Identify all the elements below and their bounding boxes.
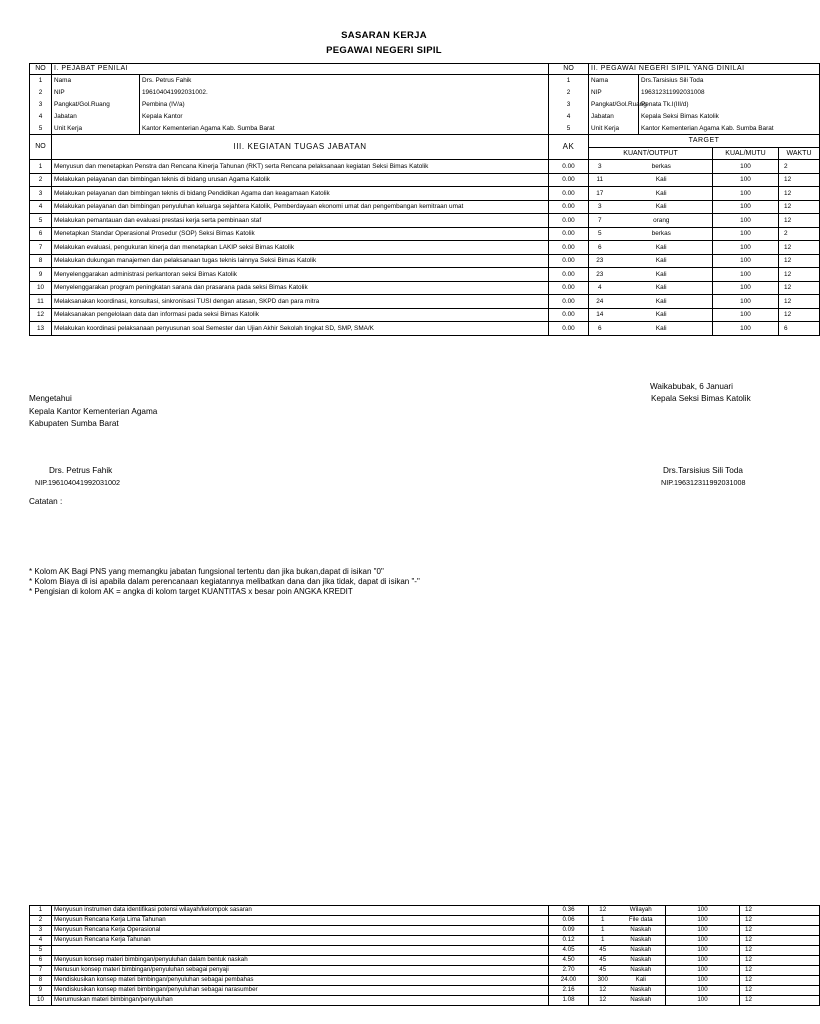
official-field-label: NIP <box>52 87 140 99</box>
task-quantity: 3 <box>589 160 611 174</box>
task-no: 5 <box>30 214 52 228</box>
second-time: 12 <box>740 926 820 936</box>
left-signatory-role: Kepala Kantor Kementerian Agama <box>29 407 158 416</box>
officials-no-header: NO <box>30 64 52 75</box>
task-time: 12 <box>779 214 820 228</box>
second-no: 8 <box>30 976 52 986</box>
task-quality: 100 <box>713 173 779 187</box>
official-field-label: Nama <box>52 75 140 87</box>
task-activity: Menyusun dan menetapkan Penstra dan Rencana Kinerja Tahunan (RKT) serta Rencana pelaksanaan kegiatan Seksi Bimas Katolik <box>52 160 549 174</box>
task-no: 2 <box>30 173 52 187</box>
left-signatory-name: Drs. Petrus Fahik <box>49 466 113 475</box>
second-quantity: 45 <box>589 956 617 966</box>
task-quality: 100 <box>713 281 779 295</box>
second-no: 1 <box>30 906 52 916</box>
official-field-label-right: NIP <box>589 87 639 99</box>
officials-no-header-right: NO <box>549 64 589 75</box>
second-time: 12 <box>740 996 820 1006</box>
second-activity: Menyusun Rencana Kerja Operasional <box>52 926 549 936</box>
second-unit: Naskah <box>617 966 666 976</box>
second-quality: 100 <box>666 926 740 936</box>
task-unit: Kali <box>611 187 713 201</box>
task-unit: Kali <box>611 200 713 214</box>
second-quality: 100 <box>666 976 740 986</box>
right-signatory-name: Drs.Tarsisius Sili Toda <box>663 466 743 475</box>
task-unit: Kali <box>611 173 713 187</box>
second-time: 12 <box>740 916 820 926</box>
task-row <box>30 281 820 295</box>
official-right-value: Penata Tk.I(III/d) <box>639 99 820 111</box>
second-unit: Wilayah <box>617 906 666 916</box>
second-quality: 100 <box>666 996 740 1006</box>
second-time: 12 <box>740 936 820 946</box>
official-no-right: 5 <box>549 123 589 135</box>
official-no: 5 <box>30 123 52 135</box>
tasks-waktu-header: WAKTU <box>779 148 820 160</box>
second-ak: 4.05 <box>549 946 589 956</box>
task-quantity: 17 <box>589 187 611 201</box>
task-no: 1 <box>30 160 52 174</box>
official-left-value: Kepala Kantor <box>140 111 549 123</box>
second-time: 12 <box>740 906 820 916</box>
second-ak: 0.12 <box>549 936 589 946</box>
second-no: 2 <box>30 916 52 926</box>
official-field-label-right: Unit Kerja <box>589 123 639 135</box>
second-no: 5 <box>30 946 52 956</box>
second-activity <box>52 946 549 956</box>
task-row <box>30 227 820 241</box>
tasks-target-header: TARGET <box>589 135 820 148</box>
second-no: 4 <box>30 936 52 946</box>
official-right-value: Kepala Seksi Bimas Katolik <box>639 111 820 123</box>
task-no: 11 <box>30 295 52 309</box>
task-activity: Melakukan pelayanan dan bimbingan teknis di bidang urusan Agama Katolik <box>52 173 549 187</box>
acknowledgement-label: Mengetahui <box>29 394 72 403</box>
left-signatory-nip: NIP.196104041992031002 <box>35 478 121 487</box>
tasks-activity-header: III. KEGIATAN TUGAS JABATAN <box>52 135 549 160</box>
second-quantity: 12 <box>589 906 617 916</box>
task-row <box>30 187 820 201</box>
task-time: 12 <box>779 173 820 187</box>
task-time: 2 <box>779 227 820 241</box>
document-subtitle: PEGAWAI NEGERI SIPIL <box>326 45 442 56</box>
task-row <box>30 295 820 309</box>
task-activity: Melaksanakan koordinasi, konsultasi, sinkronisasi TUSI dengan atasan, SKPD dan para mitra <box>52 295 549 309</box>
task-time: 12 <box>779 308 820 322</box>
second-table-row <box>30 916 820 926</box>
task-row <box>30 241 820 255</box>
official-right-value: Drs.Tarsisius Sili Toda <box>639 75 820 87</box>
second-activity: Menyusun Rencana Kerja Lima Tahunan <box>52 916 549 926</box>
official-field-label: Unit Kerja <box>52 123 140 135</box>
task-unit: berkas <box>611 227 713 241</box>
second-no: 7 <box>30 966 52 976</box>
task-ak: 0.00 <box>549 160 589 174</box>
task-unit: Kali <box>611 322 713 336</box>
place-date: Waikabubak, 6 Januari <box>650 382 733 391</box>
second-table-row <box>30 956 820 966</box>
second-table-row <box>30 976 820 986</box>
task-row <box>30 200 820 214</box>
task-activity: Melaksanakan pengelolaan data dan informasi pada seksi Bimas Katolik <box>52 308 549 322</box>
task-quality: 100 <box>713 200 779 214</box>
task-ak: 0.00 <box>549 254 589 268</box>
second-ak: 1.08 <box>549 996 589 1006</box>
task-activity: Melakukan pelayanan dan bimbingan penyuluhan keluarga sejahtera Katolik, Pemberdayaan ekonomi umat dan pengembangan kemitraan umat <box>52 200 549 214</box>
task-activity: Menyelenggarakan administrasi perkantoran seksi Bimas Katolik <box>52 268 549 282</box>
task-quantity: 11 <box>589 173 611 187</box>
second-activity: Mendiskusikan konsep materi bimbingan/penyuluhan sebagai narasumber <box>52 986 549 996</box>
task-unit: berkas <box>611 160 713 174</box>
official-field-label: Pangkat/Gol.Ruang <box>52 99 140 111</box>
second-quantity: 12 <box>589 996 617 1006</box>
second-table-row <box>30 926 820 936</box>
task-ak: 0.00 <box>549 322 589 336</box>
official-no-right: 2 <box>549 87 589 99</box>
second-quality: 100 <box>666 946 740 956</box>
second-ak: 0.06 <box>549 916 589 926</box>
official-left-value: Pembina (IV/a) <box>140 99 549 111</box>
second-activity: Merumuskan materi bimbingan/penyuluhan <box>52 996 549 1006</box>
second-no: 6 <box>30 956 52 966</box>
second-unit: Naskah <box>617 996 666 1006</box>
second-quality: 100 <box>666 956 740 966</box>
second-table-row <box>30 996 820 1006</box>
notes-label: Catatan : <box>29 497 63 506</box>
second-time: 12 <box>740 946 820 956</box>
second-unit: File data <box>617 916 666 926</box>
second-ak: 4.50 <box>549 956 589 966</box>
second-table-wrapper <box>29 905 768 1024</box>
task-no: 8 <box>30 254 52 268</box>
task-time: 12 <box>779 241 820 255</box>
right-signatory-nip: NIP.196312311992031008 <box>661 478 746 487</box>
task-quantity: 23 <box>589 268 611 282</box>
official-no: 1 <box>30 75 52 87</box>
second-ak: 24.00 <box>549 976 589 986</box>
task-ak: 0.00 <box>549 173 589 187</box>
second-activity: Menusun konsep materi bimbingan/penyuluhan sebagai penyaji <box>52 966 549 976</box>
task-time: 2 <box>779 160 820 174</box>
second-unit: Naskah <box>617 986 666 996</box>
task-ak: 0.00 <box>549 214 589 228</box>
task-row <box>30 268 820 282</box>
task-ak: 0.00 <box>549 295 589 309</box>
second-quality: 100 <box>666 906 740 916</box>
task-activity: Melakukan evaluasi, pengukuran kinerja dan menetapkan LAKIP seksi Bimas Katolik <box>52 241 549 255</box>
officials-row <box>30 99 820 111</box>
second-quality: 100 <box>666 986 740 996</box>
official-left-value: Drs. Petrus Fahik <box>140 75 549 87</box>
task-no: 12 <box>30 308 52 322</box>
officials-row <box>30 87 820 99</box>
note-2: * Kolom Biaya di isi apabila dalam perencanaan kegiatannya melibatkan dana dan jika tidak, dapat di isikan "-" <box>29 577 420 586</box>
second-quantity: 45 <box>589 966 617 976</box>
task-quality: 100 <box>713 308 779 322</box>
official-field-label: Jabatan <box>52 111 140 123</box>
second-table-row <box>30 986 820 996</box>
second-ak: 2.70 <box>549 966 589 976</box>
task-activity: Melakukan pelayanan dan bimbingan teknis di bidang Pendidikan Agama dan keagamaan Katolik <box>52 187 549 201</box>
official-no: 3 <box>30 99 52 111</box>
officials-row <box>30 75 820 87</box>
task-time: 12 <box>779 187 820 201</box>
task-time: 12 <box>779 254 820 268</box>
official-no-right: 1 <box>549 75 589 87</box>
official-left-value: Kantor Kementerian Agama Kab. Sumba Barat <box>140 123 549 135</box>
task-activity: Menyelenggarakan program peningkatan sarana dan prasarana pada seksi Bimas Katolik <box>52 281 549 295</box>
task-ak: 0.00 <box>549 241 589 255</box>
tasks-ak-header: AK <box>549 135 589 160</box>
second-no: 9 <box>30 986 52 996</box>
task-row <box>30 173 820 187</box>
task-quantity: 6 <box>589 322 611 336</box>
official-right-value: 196312311992031008 <box>639 87 820 99</box>
second-quantity: 12 <box>589 986 617 996</box>
right-signatory-role: Kepala Seksi Bimas Katolik <box>651 394 751 403</box>
second-table-row <box>30 966 820 976</box>
task-row <box>30 322 820 336</box>
second-table <box>29 905 820 1006</box>
task-quantity: 4 <box>589 281 611 295</box>
second-quantity: 1 <box>589 926 617 936</box>
main-table-wrapper <box>29 63 812 336</box>
officials-right-header: II. PEGAWAI NEGERI SIPIL YANG DINILAI <box>589 64 820 75</box>
second-activity: Menyusun Rencana Kerja Tahunan <box>52 936 549 946</box>
task-row <box>30 254 820 268</box>
second-time: 12 <box>740 966 820 976</box>
note-3: * Pengisian di kolom AK = angka di kolom target KUANTITAS x besar poin ANGKA KREDIT <box>29 587 353 596</box>
second-quality: 100 <box>666 936 740 946</box>
officials-left-header: I. PEJABAT PENILAI <box>52 64 549 75</box>
officials-row <box>30 111 820 123</box>
task-quantity: 5 <box>589 227 611 241</box>
second-unit: Naskah <box>617 946 666 956</box>
second-quantity: 45 <box>589 946 617 956</box>
second-activity: Menyusun instrumen data identifikasi potensi wilayah/kelompok sasaran <box>52 906 549 916</box>
task-no: 10 <box>30 281 52 295</box>
official-field-label-right: Pangkat/Gol.Ruang <box>589 99 639 111</box>
officials-row <box>30 123 820 135</box>
task-unit: Kali <box>611 241 713 255</box>
official-no: 2 <box>30 87 52 99</box>
tasks-kual-header: KUAL/MUTU <box>713 148 779 160</box>
second-quantity: 1 <box>589 916 617 926</box>
note-1: * Kolom AK Bagi PNS yang memangku jabatan fungsional tertentu dan jika bukan,dapat di isikan "0" <box>29 567 384 576</box>
task-ak: 0.00 <box>549 187 589 201</box>
task-row <box>30 214 820 228</box>
task-quality: 100 <box>713 160 779 174</box>
official-field-label-right: Jabatan <box>589 111 639 123</box>
task-ak: 0.00 <box>549 281 589 295</box>
second-table-row <box>30 936 820 946</box>
task-quality: 100 <box>713 241 779 255</box>
task-quantity: 7 <box>589 214 611 228</box>
task-quantity: 24 <box>589 295 611 309</box>
task-ak: 0.00 <box>549 200 589 214</box>
task-activity: Menetapkan Standar Operasional Prosedur (SOP) Seksi Bimas Katolik <box>52 227 549 241</box>
task-quantity: 6 <box>589 241 611 255</box>
task-ak: 0.00 <box>549 268 589 282</box>
second-time: 12 <box>740 986 820 996</box>
second-ak: 0.09 <box>549 926 589 936</box>
second-table-row <box>30 906 820 916</box>
task-row <box>30 160 820 174</box>
task-quality: 100 <box>713 295 779 309</box>
task-unit: Kali <box>611 281 713 295</box>
tasks-kuant-header: KUANT/OUTPUT <box>589 148 713 160</box>
task-time: 6 <box>779 322 820 336</box>
task-unit: Kali <box>611 268 713 282</box>
second-quantity: 1 <box>589 936 617 946</box>
task-ak: 0.00 <box>549 227 589 241</box>
second-quality: 100 <box>666 916 740 926</box>
second-time: 12 <box>740 976 820 986</box>
second-time: 12 <box>740 956 820 966</box>
document-title: SASARAN KERJA <box>341 30 427 41</box>
task-no: 3 <box>30 187 52 201</box>
task-unit: Kali <box>611 308 713 322</box>
second-ak: 0.36 <box>549 906 589 916</box>
task-no: 6 <box>30 227 52 241</box>
second-unit: Kali <box>617 976 666 986</box>
task-activity: Melakukan koordinasi pelaksanaan penyusunan soal Semester dan Ujian Akhir Sekolah tingkat SD, SMP, SMA/K <box>52 322 549 336</box>
second-activity: Mendiskusikan konsep materi bimbingan/penyuluhan sebagai pembahas <box>52 976 549 986</box>
official-right-value: Kantor Kementerian Agama Kab. Sumba Barat <box>639 123 820 135</box>
task-quantity: 14 <box>589 308 611 322</box>
task-no: 4 <box>30 200 52 214</box>
task-activity: Melakukan dukungan manajemen dan pelaksanaan tugas teknis lainnya Seksi Bimas Katolik <box>52 254 549 268</box>
task-activity: Melakukan pemantauan dan evaluasi prestasi kerja serta pembinaan staf <box>52 214 549 228</box>
task-time: 12 <box>779 268 820 282</box>
task-no: 7 <box>30 241 52 255</box>
task-quality: 100 <box>713 254 779 268</box>
task-quality: 100 <box>713 187 779 201</box>
task-quality: 100 <box>713 268 779 282</box>
second-unit: Naskah <box>617 956 666 966</box>
task-time: 12 <box>779 295 820 309</box>
task-time: 12 <box>779 281 820 295</box>
official-no: 4 <box>30 111 52 123</box>
task-ak: 0.00 <box>549 308 589 322</box>
task-unit: orang <box>611 214 713 228</box>
task-quantity: 3 <box>589 200 611 214</box>
second-no: 3 <box>30 926 52 936</box>
task-no: 13 <box>30 322 52 336</box>
second-activity: Menyusun konsep materi bimbingan/penyuluhan dalam bentuk naskah <box>52 956 549 966</box>
task-unit: Kali <box>611 254 713 268</box>
second-ak: 2.16 <box>549 986 589 996</box>
task-row <box>30 308 820 322</box>
official-left-value: 196104041992031002. <box>140 87 549 99</box>
task-quality: 100 <box>713 227 779 241</box>
task-no: 9 <box>30 268 52 282</box>
task-quality: 100 <box>713 214 779 228</box>
task-unit: Kali <box>611 295 713 309</box>
official-field-label-right: Nama <box>589 75 639 87</box>
second-no: 10 <box>30 996 52 1006</box>
second-table-row <box>30 946 820 956</box>
task-quantity: 23 <box>589 254 611 268</box>
official-no-right: 3 <box>549 99 589 111</box>
second-quality: 100 <box>666 966 740 976</box>
second-unit: Naskah <box>617 926 666 936</box>
task-time: 12 <box>779 200 820 214</box>
tasks-no-header: NO <box>30 135 52 160</box>
official-no-right: 4 <box>549 111 589 123</box>
second-unit: Naskah <box>617 936 666 946</box>
main-table <box>29 63 820 336</box>
second-quantity: 300 <box>589 976 617 986</box>
task-quality: 100 <box>713 322 779 336</box>
left-signatory-office: Kabupaten Sumba Barat <box>29 419 119 428</box>
